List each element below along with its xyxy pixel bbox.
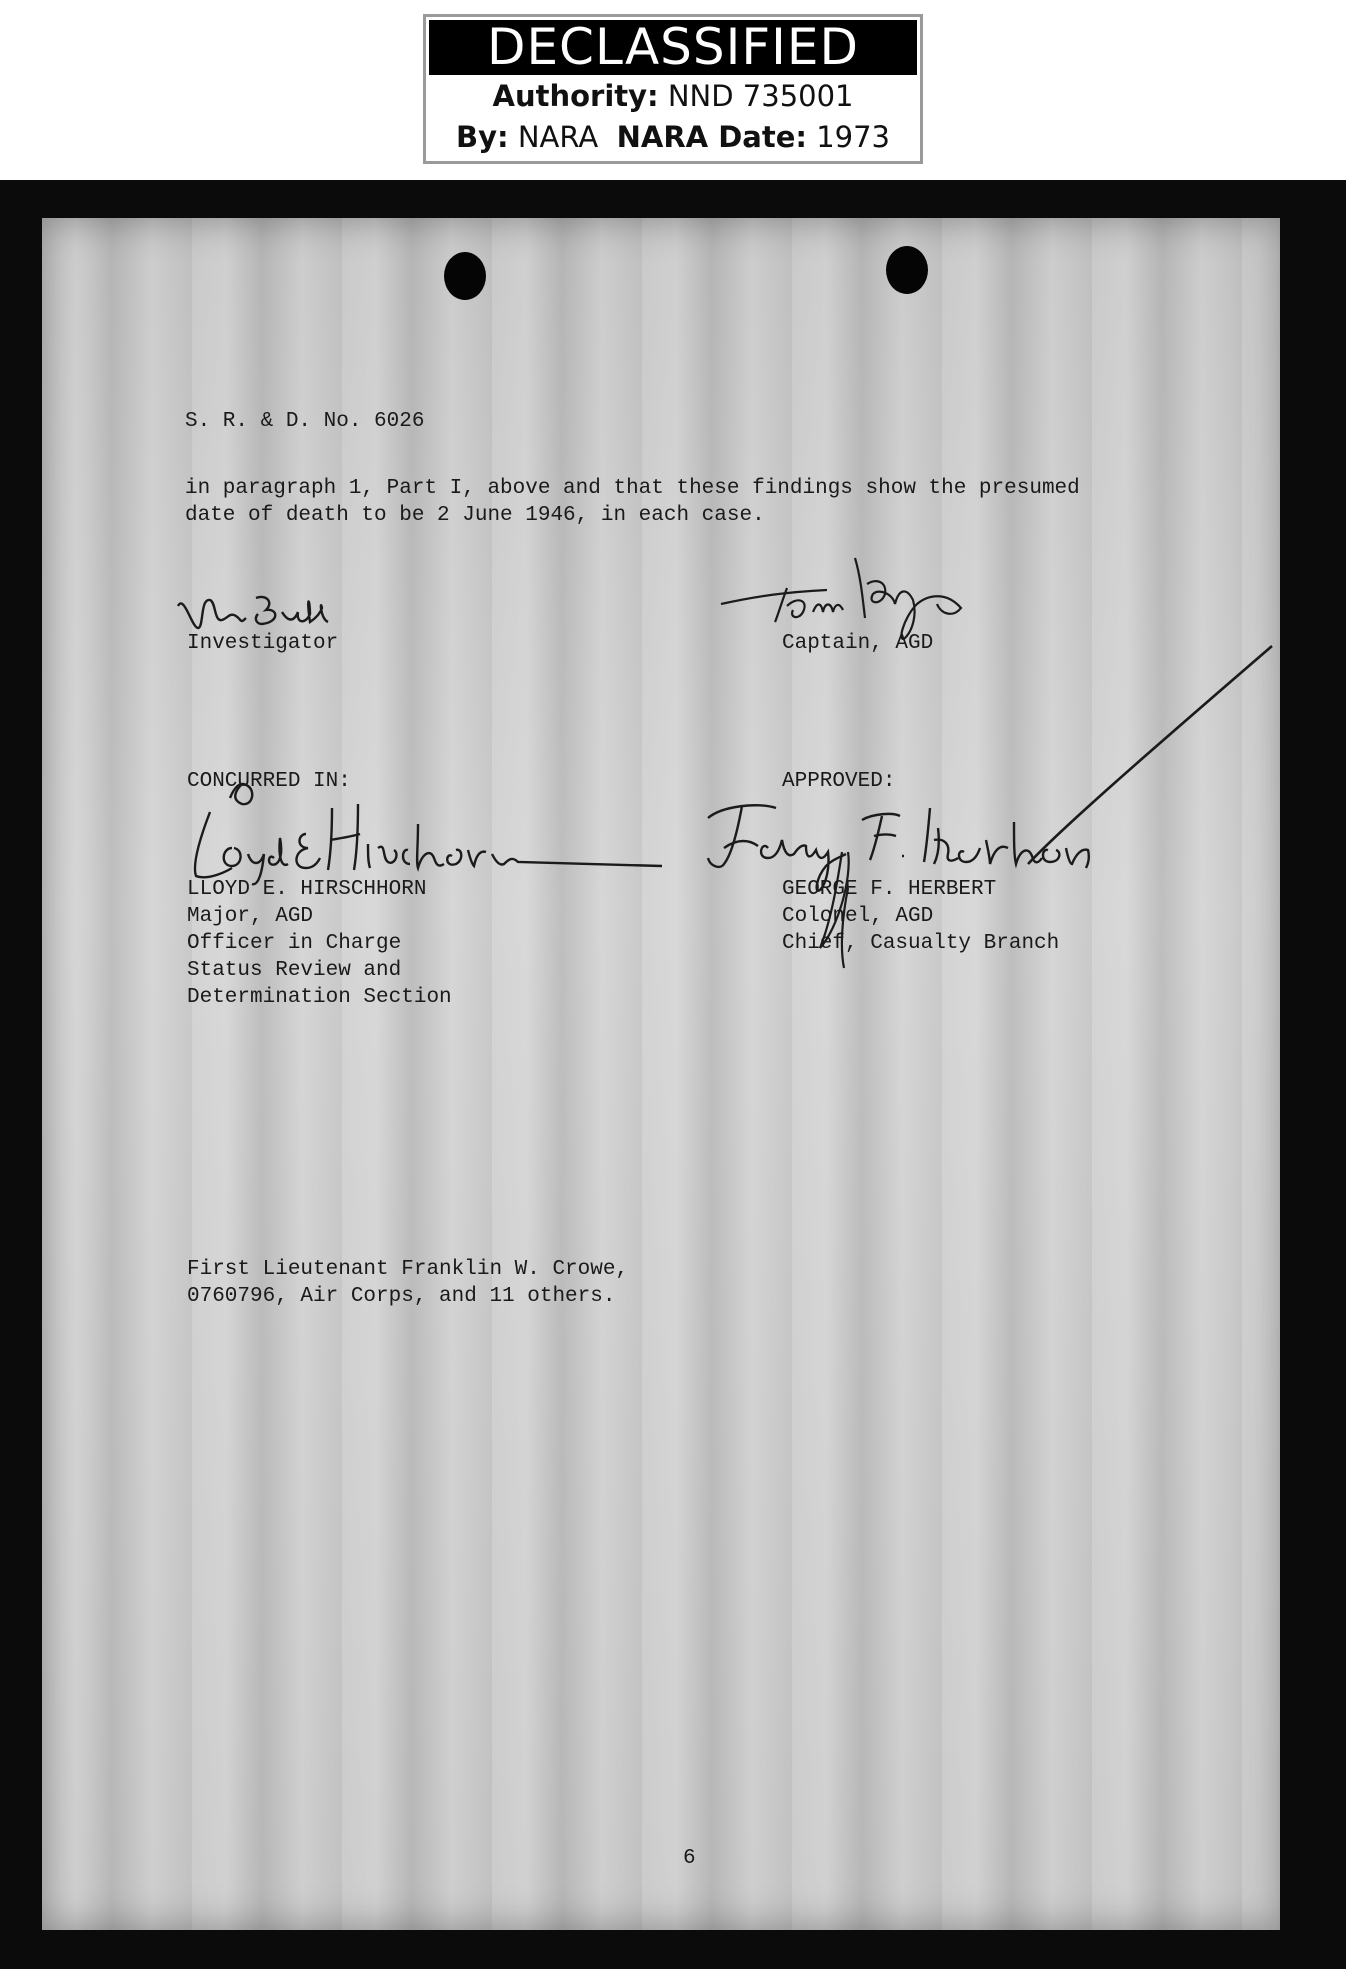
left-signatory-role-3: Determination Section [187, 986, 452, 1009]
stamp-authority-label: Authority: [492, 79, 659, 113]
body-text-line-1: in paragraph 1, Part I, above and that these findings show the presumed [185, 477, 1080, 500]
left-signatory-role-2: Status Review and [187, 959, 402, 982]
right-signatory-name: GEORGE F. HERBERT [782, 878, 997, 901]
stamp-by-line [426, 120, 920, 154]
left-signatory-rank: Major, AGD [187, 905, 314, 928]
subject-line-1: First Lieutenant Franklin W. Crowe, [187, 1258, 629, 1281]
document-page [42, 218, 1280, 1930]
approved-label: APPROVED: [782, 770, 896, 793]
right-signatory-rank: Colonel, AGD [782, 905, 934, 928]
page-number: 6 [683, 1847, 696, 1870]
stamp-by-label: By: [455, 120, 509, 154]
concurred-label: CONCURRED IN: [187, 770, 351, 793]
stamp-date-value: 1973 [816, 120, 890, 154]
stamp-by-value: NARA [517, 120, 599, 154]
subject-line-2: 0760796, Air Corps, and 11 others. [187, 1285, 616, 1308]
punch-hole-left [444, 252, 486, 300]
left-signatory-name: LLOYD E. HIRSCHHORN [187, 878, 427, 901]
body-text-line-2: date of death to be 2 June 1946, in each case. [185, 504, 765, 527]
reference-number: S. R. & D. No. 6026 [185, 410, 425, 433]
stamp-title: DECLASSIFIED [429, 20, 917, 75]
punch-hole-right [886, 246, 928, 294]
right-signatory-role-1: Chief, Casualty Branch [782, 932, 1060, 955]
captain-title: Captain, AGD [782, 632, 934, 655]
scanned-page-frame [0, 180, 1346, 1969]
stamp-date-label: NARA Date: [616, 120, 807, 154]
declassified-stamp [423, 14, 923, 164]
stamp-authority-value: NND 735001 [667, 79, 854, 113]
left-signatory-role-1: Officer in Charge [187, 932, 402, 955]
investigator-title: Investigator [187, 632, 339, 655]
stamp-authority-line [426, 79, 920, 113]
